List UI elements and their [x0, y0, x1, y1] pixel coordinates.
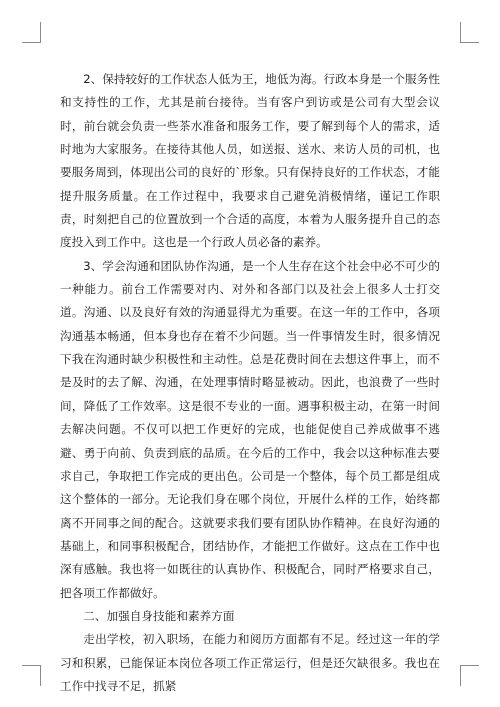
- document-page: [60, 68, 440, 698]
- section-heading-skills: 二、加强自身技能和素养方面: [83, 608, 235, 623]
- crop-mark-bottom-right: [460, 665, 479, 686]
- paragraph-communication: 3、学会沟通和团队协作沟通，是一个人生存在这个社会中必不可少的一种能力。前台工作需要对内、对外和各部门以及社会上很多人士打交道。沟通、以及良好有效的沟通显得尤为重要。在这一年的工作中，各项沟通基本畅通，但本身也存在着不少问题。当一件事情发生时，很多情况下我在沟通时缺少积极性和主动性。总是花费时间在去想这件事上，而不是及时的去了解、沟通，在处理事情时略显被动。因此，也浪费了一些时间，降低了工作效率。这是很不专业的一面。遇事积极主动，在第一时间去解决问题。不仅可以把工作更好的完成，也能促使自己养成做事不逃避、勇于向前、负责到底的品质。在今后的工作中，我会以这种标准去要求自己，争取把工作完成的更出色。公司是一个整体，每个员工都是组成这个整体的一部分。无论我们身在哪个岗位，开展什么样的工作，始终都离不开同事之间的配合。这就要求我们要有团队协作精神。在良好沟通的基础上，和同事积极配合，团结协作，才能把工作做好。这点在工作中也深有感触。我也将一如既往的认真协作、积极配合，同时严格要求自己，把各项工作都做好。: [60, 258, 440, 600]
- paragraph-work-attitude: 2、保持较好的工作状态人低为王，地低为海。行政本身是一个服务性和支持性的工作，尤其是前台接待。当有客户到访或是公司有大型会议时，前台就会负责一些茶水准备和服务工作，要了解到每个人的需求，适时地为大家服务。在接待其他人员，如送报、送水、来访人员的司机，也要服务周到，体现出公司的良好的`形象。只有保持良好的工作状态，才能提升服务质量。在工作过程中，我要求自己避免消极情绪，谨记工作职责，时刻把自己的位置放到一个合适的高度，本着为人服务提升自己的态度投入到工作中。这也是一个行政人员必备的素养。: [60, 72, 440, 250]
- paragraph-skills-intro: 走出学校，初入职场，在能力和阅历方面都有不足。经过这一年的学习和积累，已能保证本岗位各项工作正常运行，但是还欠缺很多。我也在工作中找寻不足，抓紧: [60, 632, 440, 693]
- crop-mark-top-left: [22, 22, 41, 43]
- crop-mark-top-right: [460, 22, 479, 43]
- crop-mark-bottom-left: [22, 665, 41, 686]
